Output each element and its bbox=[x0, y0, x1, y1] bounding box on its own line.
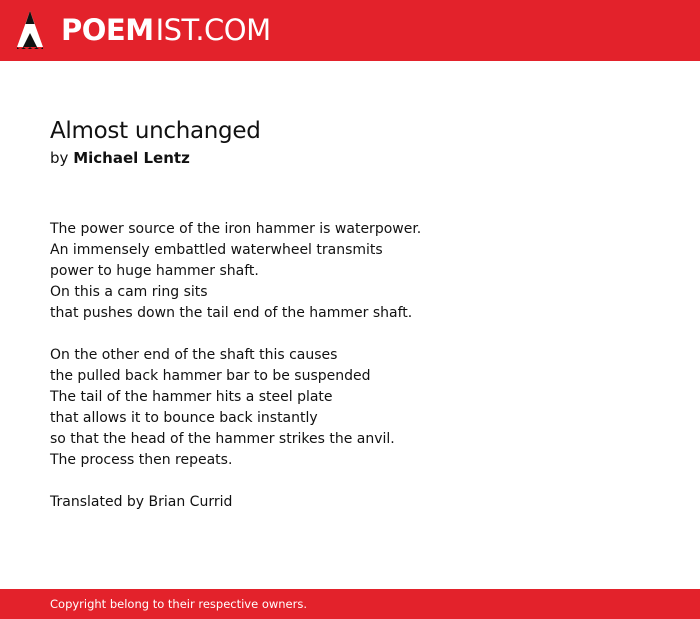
poem-line: The power source of the iron hammer is waterpower. bbox=[50, 221, 422, 237]
site-header bbox=[0, 0, 700, 61]
poem-line: that allows it to bounce back instantly bbox=[50, 410, 318, 426]
copyright-text: Copyright belong to their respective owners. bbox=[50, 597, 308, 611]
brand-name-bold: POEM bbox=[61, 13, 154, 47]
poem-content bbox=[50, 115, 670, 513]
poem-line: that pushes down the tail end of the hammer shaft. bbox=[50, 305, 413, 321]
poem-line: On this a cam ring sits bbox=[50, 284, 208, 300]
brand-name-light: IST.COM bbox=[155, 13, 271, 47]
poem-line: the pulled back hammer bar to be suspended bbox=[50, 368, 371, 384]
translator-credit: Translated by Brian Currid bbox=[50, 494, 233, 510]
poem-body bbox=[50, 219, 670, 513]
byline bbox=[50, 147, 670, 169]
site-logo-link[interactable] bbox=[61, 13, 271, 47]
poem-line: power to huge hammer shaft. bbox=[50, 263, 259, 279]
poem-title: Almost unchanged bbox=[50, 118, 261, 144]
site-footer bbox=[0, 589, 700, 619]
stanza bbox=[50, 345, 670, 471]
byline-prefix: by bbox=[50, 149, 69, 167]
poem-line: The process then repeats. bbox=[50, 452, 233, 468]
author-name: Michael Lentz bbox=[73, 149, 190, 167]
poem-line: An immensely embattled waterwheel transmits bbox=[50, 242, 383, 258]
stanza bbox=[50, 219, 670, 324]
poem-line: On the other end of the shaft this causes bbox=[50, 347, 338, 363]
poem-line: The tail of the hammer hits a steel plate bbox=[50, 389, 333, 405]
pencil-tip-icon bbox=[17, 11, 43, 53]
poem-line: so that the head of the hammer strikes the anvil. bbox=[50, 431, 395, 447]
